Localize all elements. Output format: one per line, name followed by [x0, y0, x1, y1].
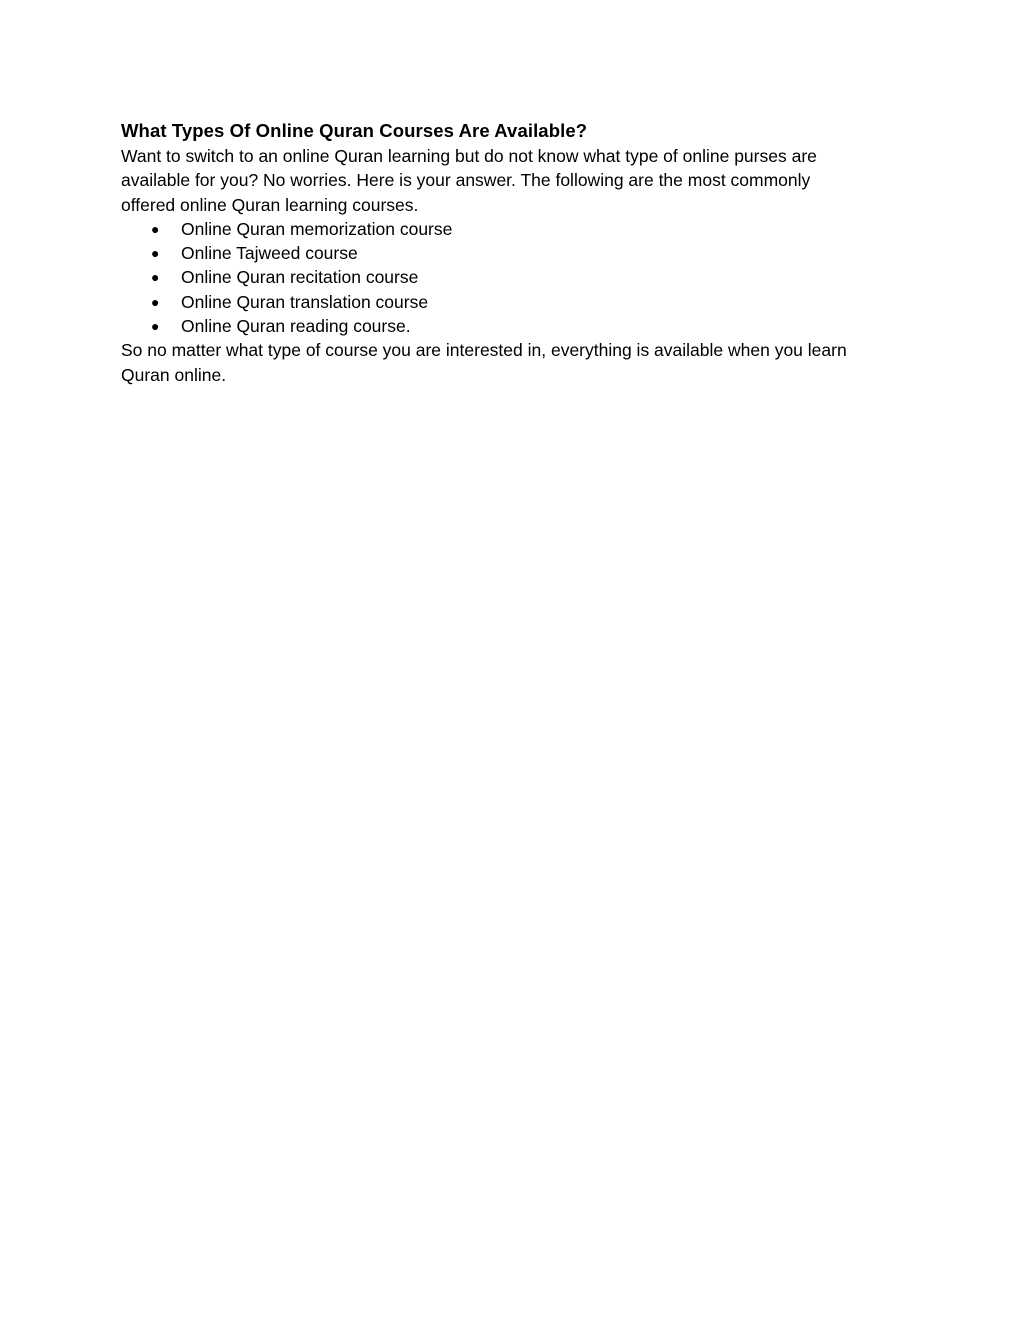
- closing-line: So no matter what type of course you are interested in, everything is available when you learn: [121, 340, 847, 361]
- closing-paragraph: [121, 338, 901, 387]
- list-item: [121, 241, 901, 265]
- bullet-icon: ●: [151, 269, 160, 286]
- intro-line: available for you? No worries. Here is your answer. The following are the most commonly: [121, 170, 811, 191]
- list-item-label: Online Tajweed course: [181, 243, 358, 264]
- bullet-icon: ●: [151, 293, 160, 310]
- course-list: [121, 217, 901, 338]
- intro-paragraph: [121, 144, 901, 217]
- list-item: [121, 314, 901, 338]
- list-item: [121, 217, 901, 241]
- list-item: [121, 290, 901, 314]
- list-item-label: Online Quran recitation course: [181, 267, 419, 288]
- list-item-label: Online Quran translation course: [181, 291, 429, 312]
- intro-line: offered online Quran learning courses.: [121, 194, 419, 215]
- closing-line: Quran online.: [121, 364, 227, 385]
- bullet-icon: ●: [151, 318, 160, 335]
- list-item: [121, 265, 901, 289]
- document-page: [121, 118, 901, 387]
- document-heading: What Types Of Online Quran Courses Are Available?: [121, 120, 588, 141]
- list-item-label: Online Quran memorization course: [181, 218, 453, 239]
- bullet-icon: ●: [151, 245, 160, 262]
- list-item-label: Online Quran reading course.: [181, 316, 411, 337]
- intro-line: Want to switch to an online Quran learning but do not know what type of online purses are: [121, 146, 817, 166]
- bullet-icon: ●: [151, 220, 160, 237]
